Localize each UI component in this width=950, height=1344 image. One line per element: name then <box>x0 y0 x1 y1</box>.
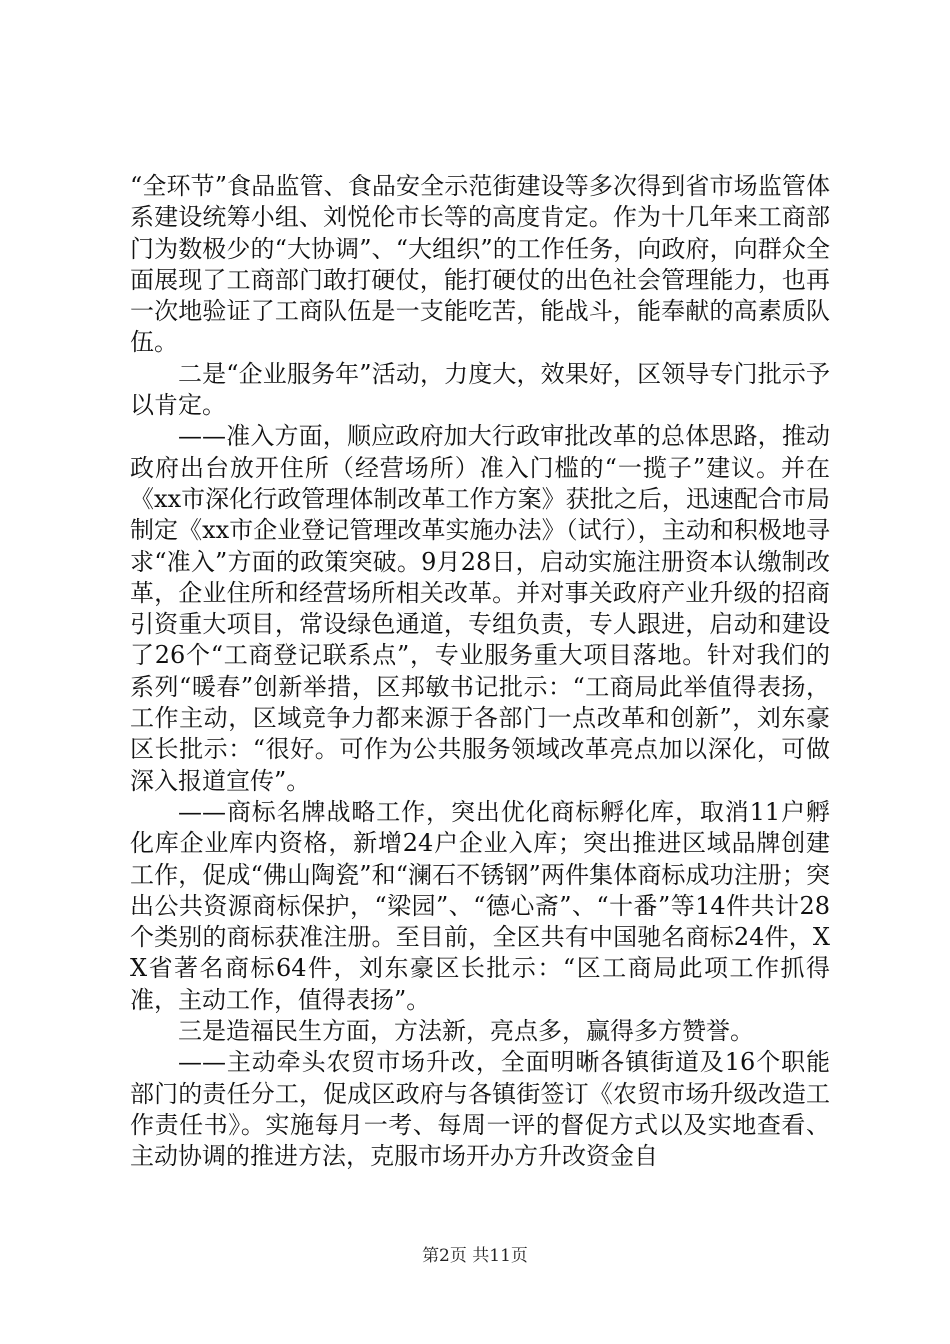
paragraph-3: ——准入方面，顺应政府加大行政审批改革的总体思路，推动政府出台放开住所（经营场所）准入门槛的“一揽子”建议。并在《xx市深化行政管理体制改革工作方案》获批之后，迅速配合市局制定《xx市企业登记管理改革实施办法》（试行），主动和积极地寻求“准入”方面的政策突破。9月28日，启动实施注册资本认缴制改革，企业住所和经营场所相关改革。并对事关政府产业升级的招商引资重大项目，常设绿色通道，专组负责，专人跟进，启动和建设了26个“工商登记联系点”，专业服务重大项目落地。针对我们的系列“暖春”创新举措，区邦敏书记批示：“工商局此举值得表扬，工作主动，区域竞争力都来源于各部门一点改革和创新”，刘东豪区长批示：“很好。可作为公共服务领域改革亮点加以深化，可做深入报道宣传”。 <box>130 422 830 795</box>
paragraph-2: 二是“企业服务年”活动，力度大，效果好，区领导专门批示予以肯定。 <box>130 359 830 420</box>
paragraph-4: ——商标名牌战略工作，突出优化商标孵化库，取消11户孵化库企业库内资格，新增24户企业入库；突出推进区域品牌创建工作，促成“佛山陶瓷”和“澜石不锈钢”两件集体商标成功注册；突出公共资源商标保护，“梁园”、“德心斋”、“十番”等14件共计28个类别的商标获准注册。至目前，全区共有中国驰名商标24件，XX省著名商标64件，刘东豪区长批示：“区工商局此项工作抓得准，主动工作，值得表扬”。 <box>130 797 830 1014</box>
paragraph-1: “全环节”食品监管、食品安全示范街建设等多次得到省市场监管体系建设统筹小组、刘悦伦市长等的高度肯定。作为十几年来工商部门为数极少的“大协调”、“大组织”的工作任务，向政府，向群众全面展现了工商部门敢打硬仗，能打硬仗的出色社会管理能力，也再一次地验证了工商队伍是一支能吃苦，能战斗，能奉献的高素质队伍。 <box>130 172 830 357</box>
document-body <box>130 171 830 1173</box>
paragraph-5: 三是造福民生方面，方法新，亮点多，赢得多方赞誉。 <box>178 1017 754 1046</box>
paragraph-6: ——主动牵头农贸市场升改，全面明晰各镇街道及16个职能部门的责任分工，促成区政府与各镇街签订《农贸市场升级改造工作责任书》。实施每月一考、每周一评的督促方式以及实地查看、主动协调的推进方法，克服市场开办方升改资金自 <box>130 1048 830 1171</box>
page-number: 第2页 共11页 <box>422 1246 528 1266</box>
